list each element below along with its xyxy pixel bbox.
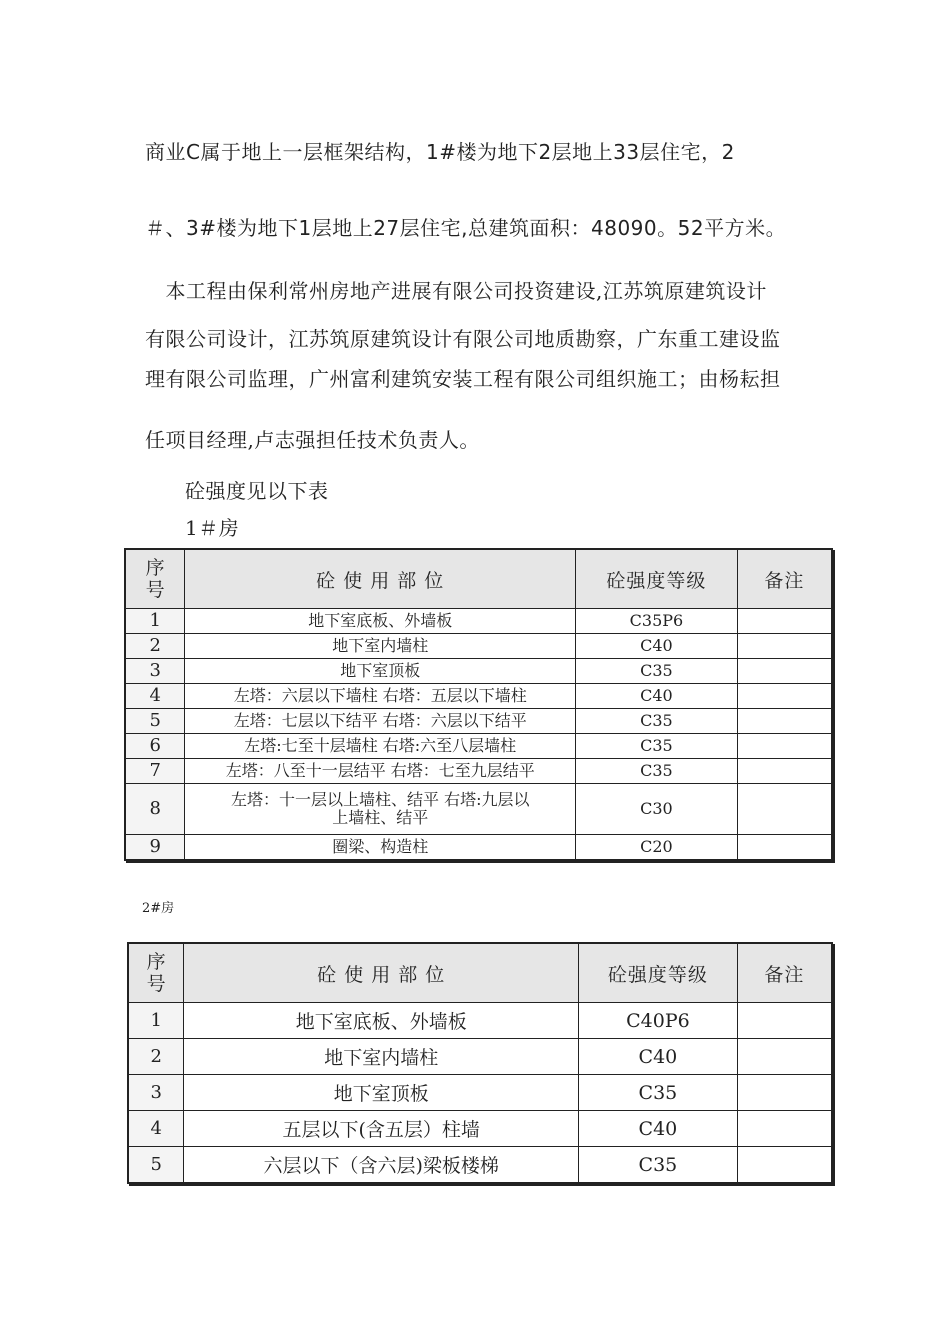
building1-strength-table: [124, 548, 833, 861]
paragraph-line-2: ＃、3#楼为地下1层地上27层住宅,总建筑面积：48090。52平方米。: [145, 216, 787, 240]
cell-remark: [737, 709, 832, 734]
header-grade: 砼强度等级: [576, 549, 738, 609]
cell-no: 2: [125, 634, 185, 659]
cell-grade: C35: [576, 759, 738, 784]
table-row: [125, 734, 832, 759]
table-row: [125, 659, 832, 684]
cell-location: 地下室底板、外墙板: [185, 609, 576, 634]
table-row: [125, 784, 832, 835]
cell-no: 1: [128, 1003, 184, 1039]
table-row: [125, 709, 832, 734]
cell-location: 左塔:七至十层墙柱 右塔:六至八层墙柱: [185, 734, 576, 759]
cell-remark: [737, 634, 832, 659]
header-remark: 备注: [737, 549, 832, 609]
cell-remark: [737, 835, 832, 861]
cell-remark: [737, 1147, 832, 1184]
header-grade: 砼强度等级: [579, 943, 738, 1003]
cell-remark: [737, 1075, 832, 1111]
cell-grade: C40: [579, 1039, 738, 1075]
cell-location: 左塔：八至十一层结平 右塔：七至九层结平: [185, 759, 576, 784]
table-row: [128, 1003, 832, 1039]
cell-location: 圈梁、构造柱: [185, 835, 576, 861]
cell-grade: C35: [576, 734, 738, 759]
cell-remark: [737, 659, 832, 684]
cell-grade: C35P6: [576, 609, 738, 634]
cell-location: 左塔：十一层以上墙柱、结平 右塔:九层以 上墙柱、结平: [185, 784, 576, 835]
cell-no: 8: [125, 784, 185, 835]
cell-no: 5: [125, 709, 185, 734]
cell-grade: C35: [579, 1075, 738, 1111]
cell-no: 7: [125, 759, 185, 784]
cell-grade: C30: [576, 784, 738, 835]
building1-caption: 1＃房: [185, 516, 240, 540]
table-header-row: [125, 549, 832, 609]
header-remark: 备注: [737, 943, 832, 1003]
cell-grade: C40P6: [579, 1003, 738, 1039]
paragraph-line-4: 有限公司设计，江苏筑原建筑设计有限公司地质勘察，广东重工建设监: [145, 327, 781, 351]
header-location: 砼 使 用 部 位: [184, 943, 579, 1003]
cell-grade: C40: [579, 1111, 738, 1147]
building2-strength-table: [127, 942, 833, 1184]
table-row: [125, 759, 832, 784]
cell-no: 3: [128, 1075, 184, 1111]
cell-remark: [737, 734, 832, 759]
cell-remark: [737, 1039, 832, 1075]
table-row: [125, 684, 832, 709]
cell-remark: [737, 609, 832, 634]
cell-grade: C35: [579, 1147, 738, 1184]
cell-location: 地下室内墙柱: [184, 1039, 579, 1075]
cell-location: 左塔：七层以下结平 右塔：六层以下结平: [185, 709, 576, 734]
header-location: 砼 使 用 部 位: [185, 549, 576, 609]
cell-location: 左塔：六层以下墙柱 右塔：五层以下墙柱: [185, 684, 576, 709]
paragraph-line-5: 理有限公司监理，广州富利建筑安装工程有限公司组织施工；由杨耘担: [145, 367, 781, 391]
cell-location: 地下室顶板: [185, 659, 576, 684]
cell-location: 五层以下(含五层）柱墙: [184, 1111, 579, 1147]
cell-remark: [737, 784, 832, 835]
paragraph-line-6: 任项目经理,卢志强担任技术负责人。: [145, 428, 480, 452]
cell-grade: C20: [576, 835, 738, 861]
table-row: [128, 1147, 832, 1184]
table-row: [128, 1111, 832, 1147]
cell-no: 6: [125, 734, 185, 759]
cell-no: 4: [125, 684, 185, 709]
cell-no: 2: [128, 1039, 184, 1075]
cell-location: 地下室顶板: [184, 1075, 579, 1111]
cell-location: 六层以下（含六层)梁板楼梯: [184, 1147, 579, 1184]
table-row: [125, 634, 832, 659]
cell-grade: C35: [576, 659, 738, 684]
cell-remark: [737, 759, 832, 784]
paragraph-line-3: 本工程由保利常州房地产进展有限公司投资建设,江苏筑原建筑设计: [145, 279, 767, 303]
table-row: [128, 1039, 832, 1075]
cell-no: 9: [125, 835, 185, 861]
cell-no: 3: [125, 659, 185, 684]
cell-remark: [737, 684, 832, 709]
cell-location: 地下室底板、外墙板: [184, 1003, 579, 1039]
cell-no: 4: [128, 1111, 184, 1147]
cell-no: 1: [125, 609, 185, 634]
cell-remark: [737, 1003, 832, 1039]
cell-remark: [737, 1111, 832, 1147]
building2-caption: 2#房: [142, 901, 175, 916]
cell-no: 5: [128, 1147, 184, 1184]
table-row: [128, 1075, 832, 1111]
strength-caption: 砼强度见以下表: [185, 479, 329, 503]
cell-grade: C40: [576, 634, 738, 659]
header-seq: 序 号: [125, 549, 185, 609]
header-seq: 序 号: [128, 943, 184, 1003]
paragraph-line-1: 商业C属于地上一层框架结构，1#楼为地下2层地上33层住宅，2: [145, 140, 735, 164]
cell-location: 地下室内墙柱: [185, 634, 576, 659]
table-row: [125, 609, 832, 634]
table-row: [125, 835, 832, 861]
cell-grade: C35: [576, 709, 738, 734]
cell-grade: C40: [576, 684, 738, 709]
table-header-row: [128, 943, 832, 1003]
